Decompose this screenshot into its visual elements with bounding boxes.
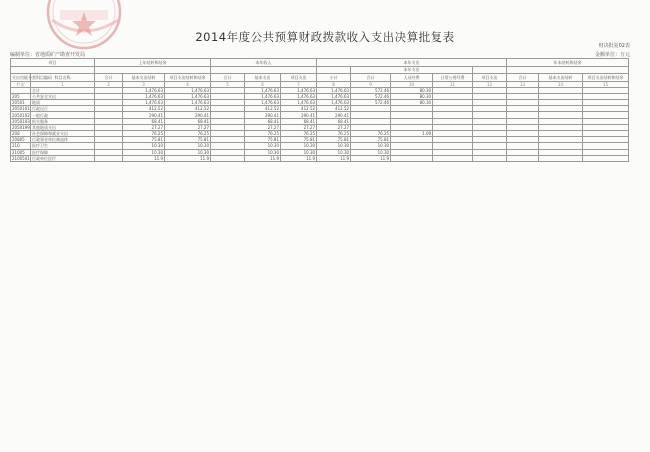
row-value: 1,476.63 (281, 100, 317, 106)
row-value: 1,476.63 (165, 100, 211, 106)
row-value: 572.46 (351, 93, 391, 99)
row-name: 医疗卫生 (31, 143, 95, 149)
row-value: 412.52 (165, 106, 211, 112)
column-number: 6 (245, 81, 281, 87)
row-value: 290.41 (317, 112, 351, 118)
row-code: 210 (11, 143, 31, 149)
col-header: 合计 (507, 74, 539, 82)
report-title: 2014年度公共预算财政拨款收入支出决算批复表 (195, 30, 455, 44)
row-value: 80.30 (391, 87, 433, 93)
table-body (11, 87, 629, 161)
row-value: 1,476.63 (123, 93, 165, 99)
column-number: 10 (391, 81, 433, 87)
row-name: 行政运行 (31, 106, 95, 112)
row-value: 10.30 (165, 149, 211, 155)
row-name: 地质 (31, 100, 95, 106)
row-value: 10.30 (245, 143, 281, 149)
row-value: 10.30 (123, 149, 165, 155)
row-value: 1,476.63 (281, 93, 317, 99)
row-value: 80.30 (391, 100, 433, 106)
row-value: 11.9 (245, 155, 281, 161)
row-code: 2050101 (12, 106, 30, 112)
row-value: 1,476.63 (281, 87, 317, 93)
row-value: 27.27 (165, 124, 211, 130)
row-value: 572.46 (351, 100, 391, 106)
row-code: 21005 (11, 149, 31, 155)
row-value: 10.30 (245, 149, 281, 155)
row-value: 1,476.63 (123, 87, 165, 93)
row-value: 1,476.63 (123, 100, 165, 106)
row-value: 27.27 (123, 124, 165, 130)
row-value: 290.41 (165, 112, 211, 118)
row-value: 11.9 (123, 155, 165, 161)
header-expenditure: 本年支出 (317, 59, 507, 67)
col-header: 合计 (95, 74, 123, 82)
row-value: 10.30 (165, 143, 211, 149)
column-number: 4 (165, 81, 211, 87)
row-value: 1,476.63 (317, 100, 351, 106)
col-header: 合计 (211, 74, 245, 82)
row-value: 11.9 (317, 155, 351, 161)
row-value: 76.25 (317, 131, 351, 137)
header-project: 项目 (11, 59, 95, 67)
row-code: 20805 (11, 137, 31, 143)
col-header: 项目支出 (281, 74, 317, 82)
row-value: 1,476.63 (165, 87, 211, 93)
row-value: 11.9 (351, 155, 391, 161)
header-expenditure-sub: 本年支出 (351, 66, 473, 74)
row-value (95, 155, 123, 161)
row-code: 20501 (11, 100, 31, 106)
row-name: 一般行政 (31, 112, 95, 118)
row-value: 75.81 (123, 137, 165, 143)
row-value: 10.30 (317, 149, 351, 155)
amount-unit: 金额单位：万元 (594, 52, 630, 58)
header-row-groups (11, 59, 629, 67)
col-header: 基本支出结转 (539, 74, 583, 82)
row-value: 76.25 (281, 131, 317, 137)
row-value: 412.52 (123, 106, 165, 112)
column-number: 14 (539, 81, 583, 87)
header-row-sub (11, 66, 629, 74)
row-value: 290.41 (123, 112, 165, 118)
row-code: 2050199 (12, 124, 30, 130)
header-year-end-balance: 年末结转和结余 (507, 59, 629, 67)
row-code: 2050102 (12, 112, 30, 118)
header-row-columns (11, 74, 629, 82)
row-value: 11.9 (281, 155, 317, 161)
row-value (507, 155, 539, 161)
row-value (433, 155, 473, 161)
row-value: 1,476.63 (245, 87, 281, 93)
organization-label: 编制单位：省地质矿产勘查开发局 (10, 52, 86, 58)
row-value: 10.30 (281, 143, 317, 149)
row-value: 68.41 (165, 118, 211, 124)
row-value: 27.27 (317, 124, 351, 130)
row-value: 290.41 (281, 112, 317, 118)
row-value: 27.27 (281, 124, 317, 130)
col-header: 项目支出结转和结余 (165, 74, 211, 82)
column-number: 1 (31, 81, 95, 87)
row-name: 社会保障和就业支出 (31, 131, 95, 137)
col-header: 支出功能分类科目编码 (12, 74, 52, 80)
row-name: 合计 (31, 87, 95, 93)
row-name: 其他地质支出 (31, 124, 95, 130)
row-value: 80.30 (391, 93, 433, 99)
row-value: 76.25 (123, 131, 165, 137)
row-value: 412.52 (317, 106, 351, 112)
budget-table (10, 58, 629, 162)
row-name: 行政单位医疗 (31, 155, 95, 161)
row-value: 75.81 (317, 137, 351, 143)
row-value: 10.30 (123, 143, 165, 149)
row-value: 76.25 (245, 131, 281, 137)
column-number: 12 (473, 81, 507, 87)
row-code: 2100501 (12, 155, 30, 161)
row-value: 10.30 (317, 143, 351, 149)
row-value (583, 155, 629, 161)
col-header: 基本支出 (245, 74, 281, 82)
col-header: 项目支出 (473, 74, 507, 82)
col-header: 科目名称 (31, 74, 95, 82)
row-code: 205 (11, 93, 31, 99)
column-number: 3 (123, 81, 165, 87)
column-number: 5 (211, 81, 245, 87)
header-prior-balance: 上年结转和结余 (95, 59, 211, 67)
row-value: 75.81 (165, 137, 211, 143)
row-value: 76.25 (351, 131, 391, 137)
row-name: 机关服务 (31, 118, 95, 124)
row-value: 75.81 (245, 137, 281, 143)
column-number: 15 (583, 81, 629, 87)
row-value: 27.27 (245, 124, 281, 130)
row-value: 1,476.63 (245, 93, 281, 99)
column-number: 2 (95, 81, 123, 87)
row-value: 68.41 (245, 118, 281, 124)
col-header: 基本支出结转 (123, 74, 165, 82)
row-value: 412.52 (245, 106, 281, 112)
col-header: 日常公用经费 (433, 74, 473, 82)
row-value (539, 155, 583, 161)
table-row (11, 155, 629, 161)
row-value: 75.81 (281, 137, 317, 143)
row-value: 11.9 (165, 155, 211, 161)
column-number: 13 (507, 81, 539, 87)
row-value: 75.81 (351, 137, 391, 143)
col-header: 小计 (317, 74, 351, 82)
col-header: 合计 (351, 74, 391, 82)
row-value: 1,476.63 (245, 100, 281, 106)
row-value: 10.30 (351, 143, 391, 149)
row-name: 医疗保障 (31, 149, 95, 155)
row-value: 290.41 (245, 112, 281, 118)
row-value: 68.41 (123, 118, 165, 124)
row-code: 208 (11, 131, 31, 137)
row-value (211, 155, 245, 161)
row-value: 68.41 (281, 118, 317, 124)
row-value: 76.25 (165, 131, 211, 137)
row-value: 1.09 (391, 131, 433, 137)
row-value: 10.30 (281, 149, 317, 155)
column-number: 栏次 (11, 81, 31, 87)
col-header: 项目支出结转和结余 (583, 74, 629, 82)
row-value: 1,476.63 (317, 87, 351, 93)
row-value: 68.41 (317, 118, 351, 124)
header-income: 本年收入 (211, 59, 317, 67)
column-number: 7 (281, 81, 317, 87)
row-value: 572.46 (351, 87, 391, 93)
row-value: 1,476.63 (317, 93, 351, 99)
row-name: 公共安全支出 (31, 93, 95, 99)
column-number: 9 (351, 81, 391, 87)
row-value (391, 155, 433, 161)
row-value: 10.30 (351, 149, 391, 155)
column-number: 11 (433, 81, 473, 87)
row-value: 1,476.63 (165, 93, 211, 99)
form-number: 财决批复02表 (598, 43, 630, 49)
row-code: 2050103 (12, 118, 30, 124)
col-header: 人员经费 (391, 74, 433, 82)
column-number: 8 (317, 81, 351, 87)
row-name: 行政事业单位离退休 (31, 137, 95, 143)
row-value (473, 155, 507, 161)
row-value: 412.52 (281, 106, 317, 112)
